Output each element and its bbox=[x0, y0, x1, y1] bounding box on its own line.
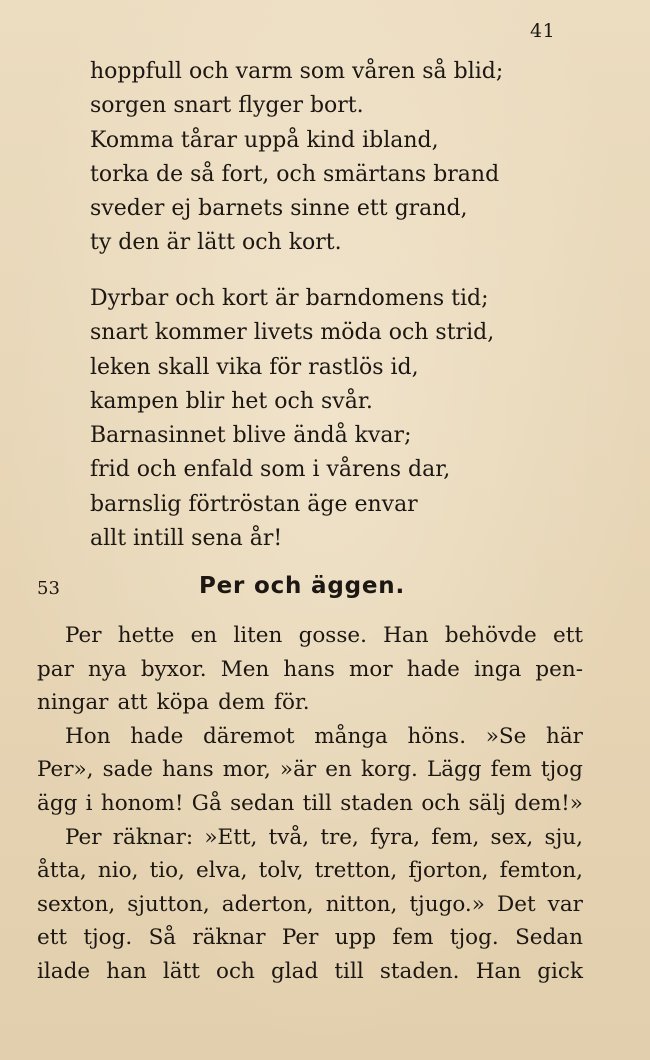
poem-stanza-2 bbox=[90, 282, 494, 556]
story-word: sexton, bbox=[37, 891, 116, 917]
poem-line: kampen blir het och svår. bbox=[90, 388, 373, 414]
story-number: 53 bbox=[37, 578, 60, 599]
story-word: tre, bbox=[320, 824, 359, 850]
story-word: fem bbox=[392, 925, 434, 951]
story-word: mor bbox=[349, 656, 393, 682]
story-word: gosse. bbox=[298, 623, 367, 648]
story-word: däremot bbox=[203, 723, 295, 749]
story-word: tjog. bbox=[83, 925, 133, 951]
story-word: ett bbox=[552, 623, 583, 648]
story-word: korg. bbox=[360, 757, 418, 783]
story-line bbox=[37, 787, 583, 821]
story-word: hade bbox=[130, 723, 184, 749]
story-word: tio, bbox=[149, 858, 185, 884]
page-number: 41 bbox=[530, 20, 556, 42]
story-word: här bbox=[545, 723, 583, 749]
story-word: tjugo.» bbox=[409, 891, 485, 917]
story-word: nio, bbox=[97, 858, 139, 884]
story-word: fem, bbox=[431, 824, 480, 850]
poem-line: Barnasinnet blive ändå kvar; bbox=[90, 423, 412, 449]
story-word: ilade bbox=[37, 958, 91, 984]
story-word: åtta, bbox=[37, 858, 87, 884]
story-word: »Ett, bbox=[204, 824, 258, 850]
story-word: dem bbox=[218, 690, 265, 716]
story-word: i bbox=[85, 790, 93, 816]
poem-stanza-1 bbox=[90, 55, 503, 261]
story-word: sex, bbox=[490, 824, 534, 850]
poem-line: Dyrbar och kort är barndomens tid; bbox=[90, 286, 489, 311]
story-word: ningar bbox=[37, 690, 109, 716]
story-word: tjog bbox=[540, 757, 583, 783]
story-line bbox=[37, 653, 583, 687]
story-word: fyra, bbox=[370, 824, 421, 850]
story-word: sedan bbox=[230, 790, 295, 816]
story-line bbox=[37, 720, 583, 754]
story-word: sälj bbox=[468, 790, 506, 816]
story-word: staden bbox=[340, 790, 414, 816]
story-word: höns. bbox=[407, 723, 467, 749]
story-word: hans bbox=[162, 757, 214, 783]
story-word: Han bbox=[475, 958, 522, 984]
story-line bbox=[37, 854, 583, 888]
story-word: hans bbox=[283, 656, 335, 682]
story-word: Men bbox=[220, 656, 270, 682]
story-word: till bbox=[302, 790, 332, 816]
story-line bbox=[37, 753, 583, 787]
story-word: många bbox=[314, 723, 388, 749]
story-word: lätt bbox=[162, 958, 200, 984]
story-word: Per bbox=[65, 824, 102, 850]
story-word: Gå bbox=[191, 790, 222, 816]
story-word: köpa bbox=[156, 690, 210, 716]
story-word: tolv, bbox=[258, 858, 304, 884]
story-word: räknar: bbox=[112, 824, 194, 850]
story-word: räknar bbox=[192, 925, 266, 951]
poem-line: barnslig förtröstan äge envar bbox=[90, 491, 418, 517]
story-word: »är bbox=[279, 757, 317, 783]
story-word: mor, bbox=[222, 757, 271, 783]
poem-line: snart kommer livets möda och strid, bbox=[90, 320, 495, 346]
story-word: hade bbox=[406, 656, 460, 682]
poem-line: sveder ej barnets sinne ett grand, bbox=[90, 196, 468, 222]
story-line bbox=[37, 955, 583, 989]
story-word: Per bbox=[65, 623, 102, 648]
story-word: liten bbox=[233, 623, 283, 648]
story-word: hette bbox=[117, 623, 175, 648]
story-word: till bbox=[334, 958, 364, 984]
poem-line: ty den är lätt och kort. bbox=[90, 230, 342, 256]
story-word: elva, bbox=[196, 858, 248, 884]
story-line bbox=[37, 888, 583, 922]
story-line bbox=[37, 619, 583, 653]
story-word: sjutton, bbox=[127, 891, 210, 917]
story-word: han bbox=[106, 958, 147, 984]
story-word: fjorton, bbox=[408, 858, 489, 884]
story-word: staden. bbox=[379, 958, 460, 984]
story-word: nya bbox=[87, 656, 127, 682]
poem-line: hoppfull och varm som våren så blid; bbox=[90, 59, 504, 84]
story-word: tretton, bbox=[314, 858, 398, 884]
story-word: Per bbox=[281, 925, 319, 951]
story-word: två, bbox=[268, 824, 310, 850]
story-word: byxor. bbox=[140, 656, 207, 682]
story-word: ägg bbox=[37, 790, 78, 816]
story-word: att bbox=[117, 690, 148, 716]
story-word: var bbox=[547, 891, 583, 917]
story-word: dem!» bbox=[514, 790, 583, 816]
story-word: fem bbox=[490, 757, 532, 783]
story-word: Så bbox=[148, 925, 177, 951]
story-word: pen- bbox=[535, 656, 583, 682]
story-text bbox=[37, 619, 583, 989]
story-word: Sedan bbox=[515, 925, 583, 951]
story-word: Hon bbox=[65, 723, 111, 749]
story-word: Lägg bbox=[426, 757, 482, 783]
poem-line: sorgen snart flyger bort. bbox=[90, 93, 364, 119]
poem-line: leken skall vika för rastlös id, bbox=[90, 354, 419, 380]
story-word: aderton, bbox=[221, 891, 314, 917]
story-line bbox=[37, 921, 583, 955]
story-word: och bbox=[216, 958, 255, 984]
story-word: behövde bbox=[444, 623, 537, 648]
story-word: sade bbox=[102, 757, 153, 783]
story-word: par bbox=[37, 656, 74, 682]
story-title: Per och äggen. bbox=[199, 573, 405, 599]
story-word: Det bbox=[496, 891, 536, 917]
story-word: tjog. bbox=[449, 925, 499, 951]
story-line bbox=[37, 686, 583, 720]
story-word: inga bbox=[473, 656, 522, 682]
story-word: nitton, bbox=[325, 891, 398, 917]
story-word: för. bbox=[273, 690, 310, 716]
story-word: Han bbox=[383, 623, 429, 648]
story-word: glad bbox=[271, 958, 319, 984]
story-word: femton, bbox=[499, 858, 583, 884]
story-word: sju, bbox=[544, 824, 583, 850]
story-word: gick bbox=[537, 958, 583, 984]
poem-line: torka de så fort, och smärtans brand bbox=[90, 161, 500, 187]
poem-line: allt intill sena år! bbox=[90, 526, 283, 552]
poem-line: Komma tårar uppå kind ibland, bbox=[90, 127, 439, 153]
story-word: upp bbox=[334, 925, 377, 951]
story-word: ett bbox=[37, 925, 68, 951]
story-word: och bbox=[421, 790, 461, 816]
story-word: en bbox=[325, 757, 352, 783]
story-word: honom! bbox=[100, 790, 184, 816]
story-word: »Se bbox=[485, 723, 527, 749]
story-word: Per», bbox=[37, 757, 94, 783]
story-line bbox=[37, 821, 583, 855]
poem-line: frid och enfald som i vårens dar, bbox=[90, 457, 451, 483]
story-word: en bbox=[190, 623, 218, 648]
